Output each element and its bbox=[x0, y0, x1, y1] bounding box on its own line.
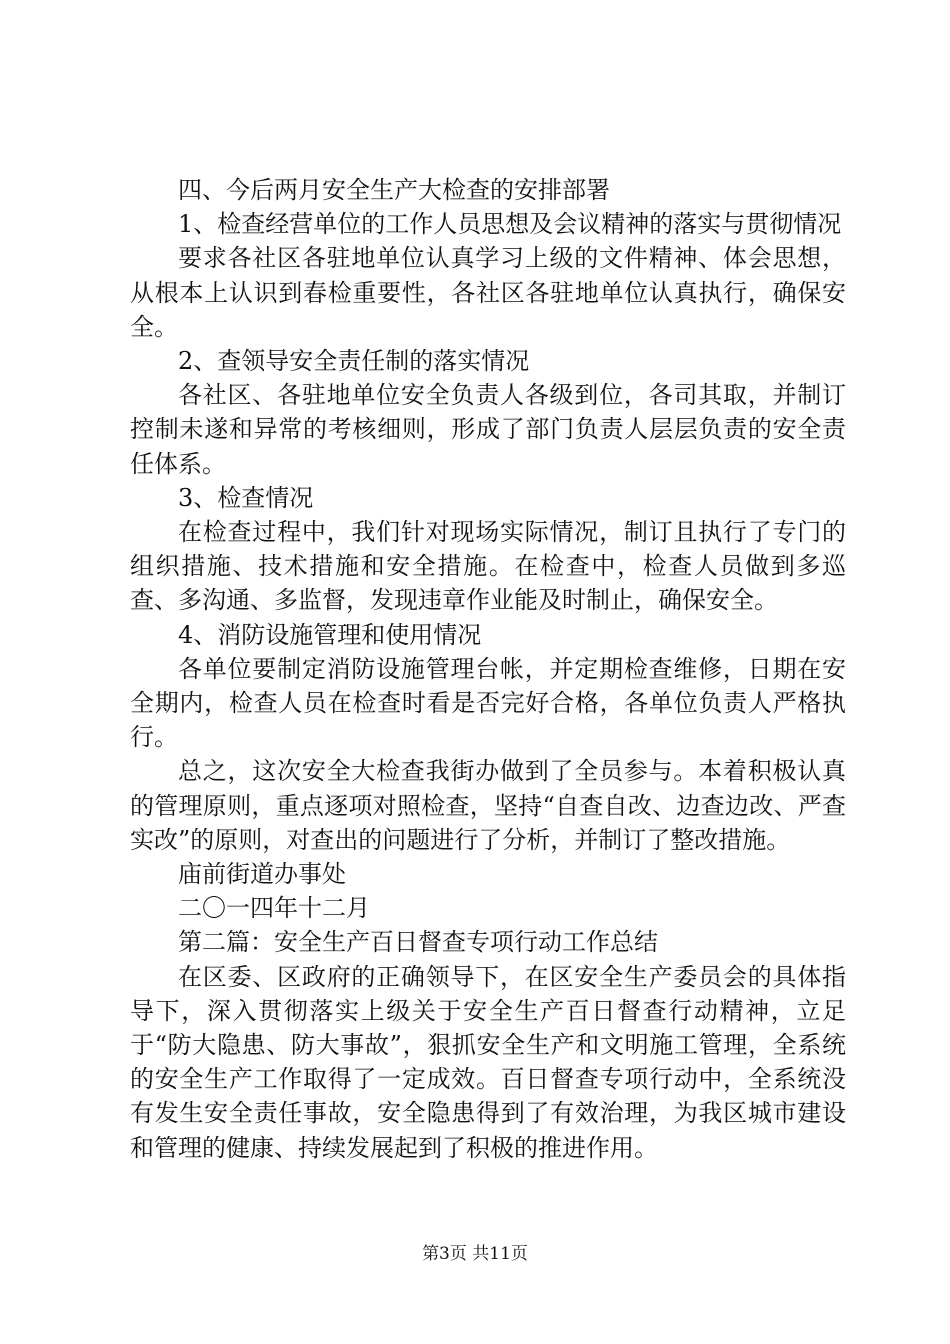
paragraph: 在区委、区政府的正确领导下，在区安全生产委员会的具体指导下，深入贯彻落实上级关于安全生产百日督查行动精神，立足于“防大隐患、防大事故”，狠抓安全生产和文明施工管理，全系统的安全生产工作取得了一定成效。百日督查专项行动中，全系统没有发生安全责任事故，安全隐患得到了有效治理，为我区城市建设和管理的健康、持续发展起到了积极的推进作用。 bbox=[130, 962, 846, 1162]
paragraph: 要求各社区各驻地单位认真学习上级的文件精神、体会思想，从根本上认识到春检重要性，各社区各驻地单位认真执行，确保安全。 bbox=[130, 244, 846, 341]
paragraph: 各单位要制定消防设施管理台帐，并定期检查维修，日期在安全期内，检查人员在检查时看是否完好合格，各单位负责人严格执行。 bbox=[130, 654, 846, 752]
item-heading: 2、查领导安全责任制的落实情况 bbox=[178, 347, 530, 376]
paragraph: 各社区、各驻地单位安全负责人各级到位，各司其取，并制订控制未遂和异常的考核细则，形成了部门负责人层层负责的安全责任体系。 bbox=[130, 381, 846, 478]
summary-paragraph: 总之，这次安全大检查我街办做到了全员参与。本着积极认真的管理原则，重点逐项对照检查，坚持“自查自改、边查边改、严查实改”的原则，对查出的问题进行了分析，并制订了整改措施。 bbox=[130, 757, 846, 854]
signature-date: 二〇一四年十二月 bbox=[178, 894, 370, 923]
item-heading: 3、检查情况 bbox=[178, 483, 314, 512]
page-number-footer: 第3页 共11页 bbox=[422, 1244, 528, 1264]
section-heading: 四、今后两月安全生产大检查的安排部署 bbox=[178, 176, 610, 204]
document-body bbox=[130, 173, 846, 1165]
item-heading: 1、检查经营单位的工作人员思想及会议精神的落实与贯彻情况 bbox=[178, 210, 842, 239]
chapter-title: 第二篇：安全生产百日督查专项行动工作总结 bbox=[178, 928, 658, 957]
paragraph: 在检查过程中，我们针对现场实际情况，制订且执行了专门的组织措施、技术措施和安全措施。在检查中，检查人员做到多巡查、多沟通、多监督，发现违章作业能及时制止，确保安全。 bbox=[130, 518, 846, 615]
signature-organization: 庙前街道办事处 bbox=[178, 860, 346, 889]
item-heading: 4、消防设施管理和使用情况 bbox=[178, 620, 482, 649]
